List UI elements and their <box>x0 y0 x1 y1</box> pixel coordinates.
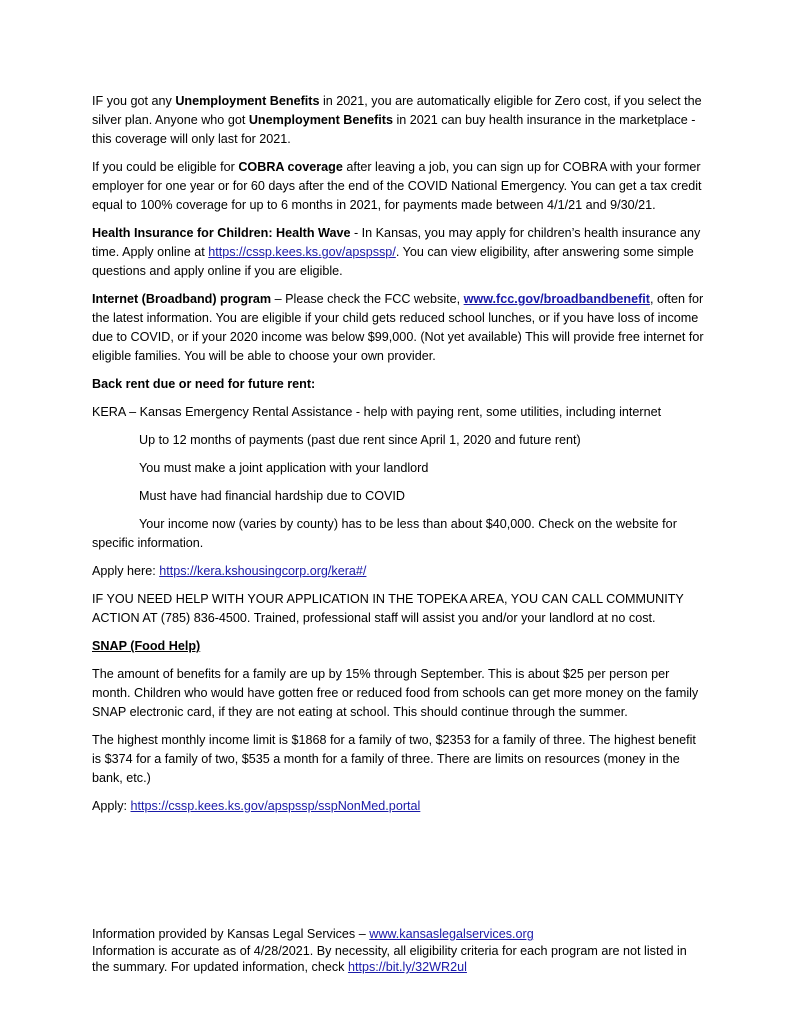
rent-heading: Back rent due or need for future rent: <box>92 377 316 391</box>
section-heading: Internet (Broadband) program <box>92 292 272 306</box>
text: . You can view eligibility, after answering some simple questions and apply online if you are eligible. <box>92 245 694 278</box>
text: – Please check the FCC website, <box>271 292 464 306</box>
bold-text: Unemployment Benefits <box>175 94 320 108</box>
section-heading: Health Insurance for Children: Health Wave <box>92 226 351 240</box>
text: in 2021 can buy health insurance in the marketplace - this coverage will only last for 2021. <box>92 113 696 146</box>
text: - In Kansas, you may apply for children’s health insurance any time. Apply online at <box>92 226 701 259</box>
health-wave-paragraph <box>92 224 707 281</box>
text: IF you got any <box>92 94 176 108</box>
kera-item: Must have had financial hardship due to COVID <box>139 489 406 503</box>
text: after leaving a job, you can sign up for COBRA with your former employer for one year or for 60 days after the end of the COVID National Emergency. You can get a tax credit equal to 100% coverage for up to 6 months in 2021, for payments made between 4/1/21 and 9/30/21. <box>92 160 702 212</box>
health-wave-link[interactable]: https://cssp.kees.ks.gov/apspssp/ <box>208 245 396 259</box>
footer <box>92 926 692 976</box>
text: Information provided by Kansas Legal Services – <box>92 927 370 941</box>
kls-link[interactable]: www.kansaslegalservices.org <box>369 927 534 941</box>
kera-item: You must make a joint application with your landlord <box>139 461 429 475</box>
snap-heading: SNAP (Food Help) <box>92 639 201 653</box>
footer-line-2 <box>92 943 692 976</box>
bold-text: Unemployment Benefits <box>248 113 393 127</box>
bitly-link[interactable]: https://bit.ly/32WR2ul <box>347 960 467 974</box>
snap-paragraph: The amount of benefits for a family are up by 15% through September. This is about $25 per person per month. Children who would have gotten free or reduced food from schools can get more money on the family SNAP electronic card, if they are not eating at school. This should continue through the summer. <box>92 667 699 719</box>
text: If you could be eligible for <box>92 160 239 174</box>
kera-apply <box>92 562 707 581</box>
snap-income-paragraph: The highest monthly income limit is $1868 for a family of two, $2353 for a family of three. The highest benefit is $374 for a family of two, $535 a month for a family of three. There are limits on resources (money in the bank, etc.) <box>92 733 696 785</box>
cobra-paragraph <box>92 158 707 215</box>
kera-item: Up to 12 months of payments (past due rent since April 1, 2020 and future rent) <box>139 433 581 447</box>
community-action-paragraph: IF YOU NEED HELP WITH YOUR APPLICATION IN THE TOPEKA AREA, YOU CAN CALL COMMUNITY ACTION AT (785) 836-4500. Trained, professional staff will assist you and/or your landlord at no cost. <box>92 592 684 625</box>
unemployment-paragraph <box>92 92 707 149</box>
text: in 2021, you are automatically eligible for Zero cost, if you select the silver plan. Anyone who got <box>92 94 702 127</box>
broadband-paragraph <box>92 290 707 366</box>
text: , often for the latest information. You are eligible if your child gets reduced school lunches, or if you have loss of income due to COVID, or if your 2020 income was below $99,000. (Not yet available) This will provide free internet for eligible families. You will be able to choose your own provider. <box>92 292 704 363</box>
snap-apply <box>92 797 707 816</box>
document-body <box>92 92 707 816</box>
fcc-link[interactable]: www.fcc.gov/broadbandbenefit <box>463 292 650 306</box>
apply-label: Apply here: <box>92 564 160 578</box>
bold-text: COBRA coverage <box>238 160 343 174</box>
kera-item: Your income now (varies by county) has to be less than about $40,000. Check on the website for specific information. <box>92 517 677 550</box>
footer-line-1 <box>92 926 692 943</box>
kera-link[interactable]: https://kera.kshousingcorp.org/kera#/ <box>159 564 367 578</box>
kera-line: KERA – Kansas Emergency Rental Assistance - help with paying rent, some utilities, including internet <box>92 405 662 419</box>
snap-link[interactable]: https://cssp.kees.ks.gov/apspssp/sspNonMed.portal <box>130 799 421 813</box>
text: Information is accurate as of 4/28/2021. By necessity, all eligibility criteria for each program are not listed in the summary. For updated information, check <box>92 943 687 974</box>
apply-label: Apply: <box>92 799 131 813</box>
